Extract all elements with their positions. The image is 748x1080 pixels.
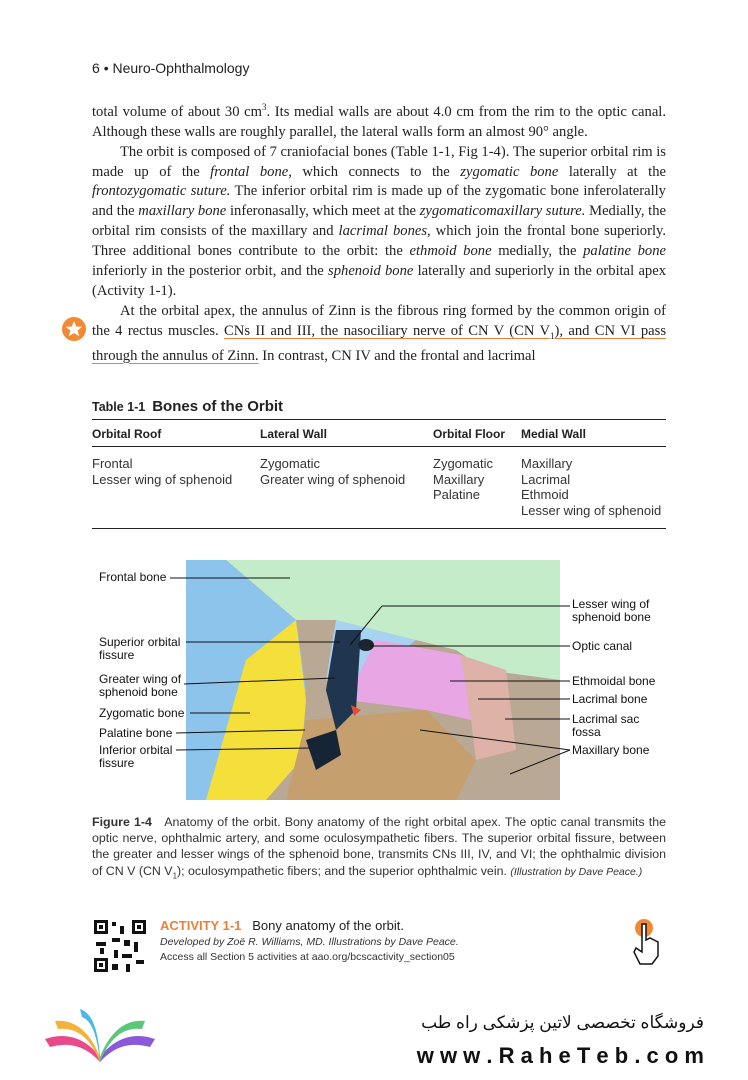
label-inferior-orbital-fissure: Inferior orbital fissure (99, 743, 173, 770)
activity-box (160, 918, 520, 963)
book-title: Neuro-Ophthalmology (112, 60, 250, 76)
paragraph-3: At the orbital apex, the annulus of Zinn is the fibrous ring formed by the common origin of the 4 rectus muscles. CNs II and III, the nasociliary nerve of CN V (CN $V_1$), and CN VI pass through the annulus of Zinn. In contrast, CN IV and the frontal and lacrimal (92, 302, 667, 364)
label-superior-orbital-fissure: Superior orbital fissure (99, 635, 181, 662)
shop-name: فروشگاه تخصصی لاتین پزشکی راه طب (421, 1013, 704, 1032)
label-optic-canal: Optic canal (572, 639, 633, 653)
label-lacrimal-sac-fossa: Lacrimal sac fossa (572, 712, 640, 739)
figure-caption: Figure 1-4 Anatomy of the orbit. Bony anatomy of the right orbital apex. The optic canal transmits the optic nerve, ophthalmic artery, and some oculosympathetic fibers. The superior orbital fissure, between the greater and lesser wings of the sphenoid bone, transmits CNs III, IV, and VI; the ophthalmic division of CN V (CN $V_1$); oculosympathetic fibers; and the superior ophthalmic vein. (Illustration by Dave Peace.) (92, 815, 667, 881)
paragraph-1: total volume of about 30 $cm^3$. Its medial walls are about 4.0 cm from the rim to the optic canal. Although these walls are roughly parallel, the lateral walls form an almost 90° angle. (92, 102, 666, 140)
label-maxillary-bone: Maxillary bone (572, 743, 650, 757)
bones-table (92, 398, 666, 529)
table-row: Frontal Lesser wing of sphenoid Zygomatic Greater wing of sphenoid Zygomatic Maxillary Palatine Maxillary Lacrimal Ethmoid Lesser wing of sphenoid (92, 447, 666, 529)
table-caption: Table 1-1 Bones of the Orbit (92, 398, 666, 420)
label-greater-wing: Greater wing of sphenoid bone (99, 672, 182, 699)
label-frontal-bone: Frontal bone (99, 570, 167, 584)
label-palatine-bone: Palatine bone (99, 726, 173, 740)
label-lacrimal-bone: Lacrimal bone (572, 692, 648, 706)
header-bullet: • (103, 60, 109, 76)
site-url: w w w . R a h e T e b . c o m (416, 1043, 704, 1068)
page-number: 6 (92, 60, 100, 76)
book-logo-icon (40, 1007, 160, 1065)
star-icon (62, 317, 86, 341)
qr-code-icon[interactable] (92, 918, 148, 974)
activity-credit: Developed by Zoë R. Williams, MD. Illustrations by Dave Peace. (160, 936, 459, 948)
activity-access-link[interactable]: Access all Section 5 activities at aao.org/bcscactivity_section05 (160, 951, 455, 963)
hand-pointer-icon[interactable] (628, 918, 664, 966)
label-ethmoidal-bone: Ethmoidal bone (572, 674, 656, 688)
highlighted-text: CNs II and III, the nasociliary nerve of CN V (CN $V_1$), and CN VI pass through the annulus of Zinn. (92, 322, 667, 364)
label-zygomatic-bone: Zygomatic bone (99, 706, 185, 720)
running-header (92, 60, 249, 76)
body-text (92, 98, 666, 367)
label-lesser-wing: Lesser wing of sphenoid bone (572, 597, 651, 624)
watermark-footer (0, 995, 748, 1080)
table-header: Orbital Roof Lateral Wall Orbital Floor Medial Wall (92, 420, 666, 447)
paragraph-2: The orbit is composed of 7 craniofacial bones (Table 1-1, Fig 1-4). The superior orbital rim is made up of the frontal bone, which connects to the zygomatic bone laterally at the frontozygomatic suture. The inferior orbital rim is made up of the zygomatic bone inferolaterally and the maxillary bone inferonasally, which meet at the zygomaticomaxillary suture. Medially, the orbital rim consists of the maxillary and lacrimal bones, which join the frontal bone superiorly. Three additional bones contribute to the orbit: the ethmoid bone medially, the palatine bone inferiorly in the posterior orbit, and the sphenoid bone laterally and superiorly in the orbital apex (Activity 1-1). (92, 143, 667, 300)
activity-title: Bony anatomy of the orbit. (252, 918, 404, 933)
activity-label: ACTIVITY 1-1 (160, 918, 242, 933)
